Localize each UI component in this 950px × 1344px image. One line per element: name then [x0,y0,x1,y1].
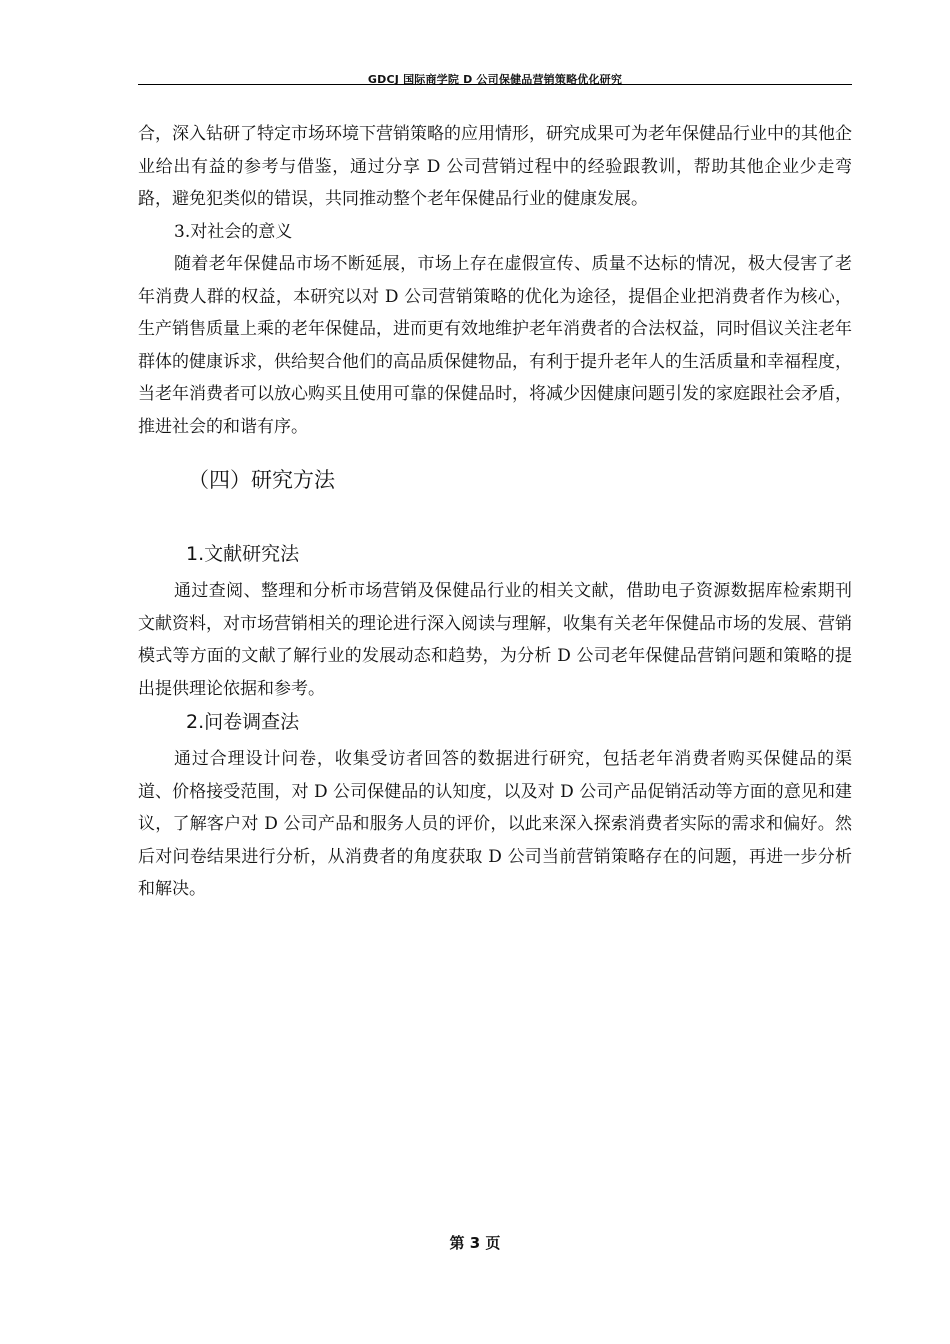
method1-heading: 1.文献研究法 [186,543,300,565]
method2-heading: 2.问卷调查法 [186,711,300,733]
subheading-social-significance: 3.对社会的意义 [174,221,293,242]
method1-paragraph: 通过查阅、整理和分析市场营销及保健品行业的相关文献，借助电子资源数据库检索期刊文献资料，对市场营销相关的理论进行深入阅读与理解，收集有关老年保健品市场的发展、营销模式等方面的文献了解行业的发展动态和趋势，为分析 D 公司老年保健品营销问题和策略的提出提供理论依据和参考。 [138,581,852,699]
method2-paragraph: 通过合理设计问卷，收集受访者回答的数据进行研究，包括老年消费者购买保健品的渠道、价格接受范围，对 D 公司保健品的认知度，以及对 D 公司产品促销活动等方面的意见和建议，了解客户对 D 公司产品和服务人员的评价，以此来深入探索消费者实际的需求和偏好。然后对问卷结果进行分析，从消费者的角度获取 D 公司当前营销策略存在的问题，再进一步分析和解决。 [138,749,852,899]
page-number: 第 3 页 [449,1234,501,1252]
running-header [138,68,852,85]
page-body [138,118,852,906]
header-title: GDCJ 国际商学院 D 公司保健品营销策略优化研究 [367,73,623,86]
paragraph-social-significance: 随着老年保健品市场不断延展，市场上存在虚假宣传、质量不达标的情况，极大侵害了老年消费人群的权益，本研究以对 D 公司营销策略的优化为途径，提倡企业把消费者作为核心，生产销售质量上乘的老年保健品，进而更有效地维护老年消费者的合法权益，同时倡议关注老年群体的健康诉求，供给契合他们的高品质保健物品，有利于提升老年人的生活质量和幸福程度，当老年消费者可以放心购买且使用可靠的保健品时，将减少因健康问题引发的家庭跟社会矛盾，推进社会的和谐有序。 [138,254,852,437]
paragraph-continuation: 合，深入钻研了特定市场环境下营销策略的应用情形，研究成果可为老年保健品行业中的其他企业给出有益的参考与借鉴，通过分享 D 公司营销过程中的经验跟教训，帮助其他企业少走弯路，避免犯类似的错误，共同推动整个老年保健品行业的健康发展。 [138,124,852,209]
section-heading-research-methods: （四）研究方法 [188,468,335,492]
